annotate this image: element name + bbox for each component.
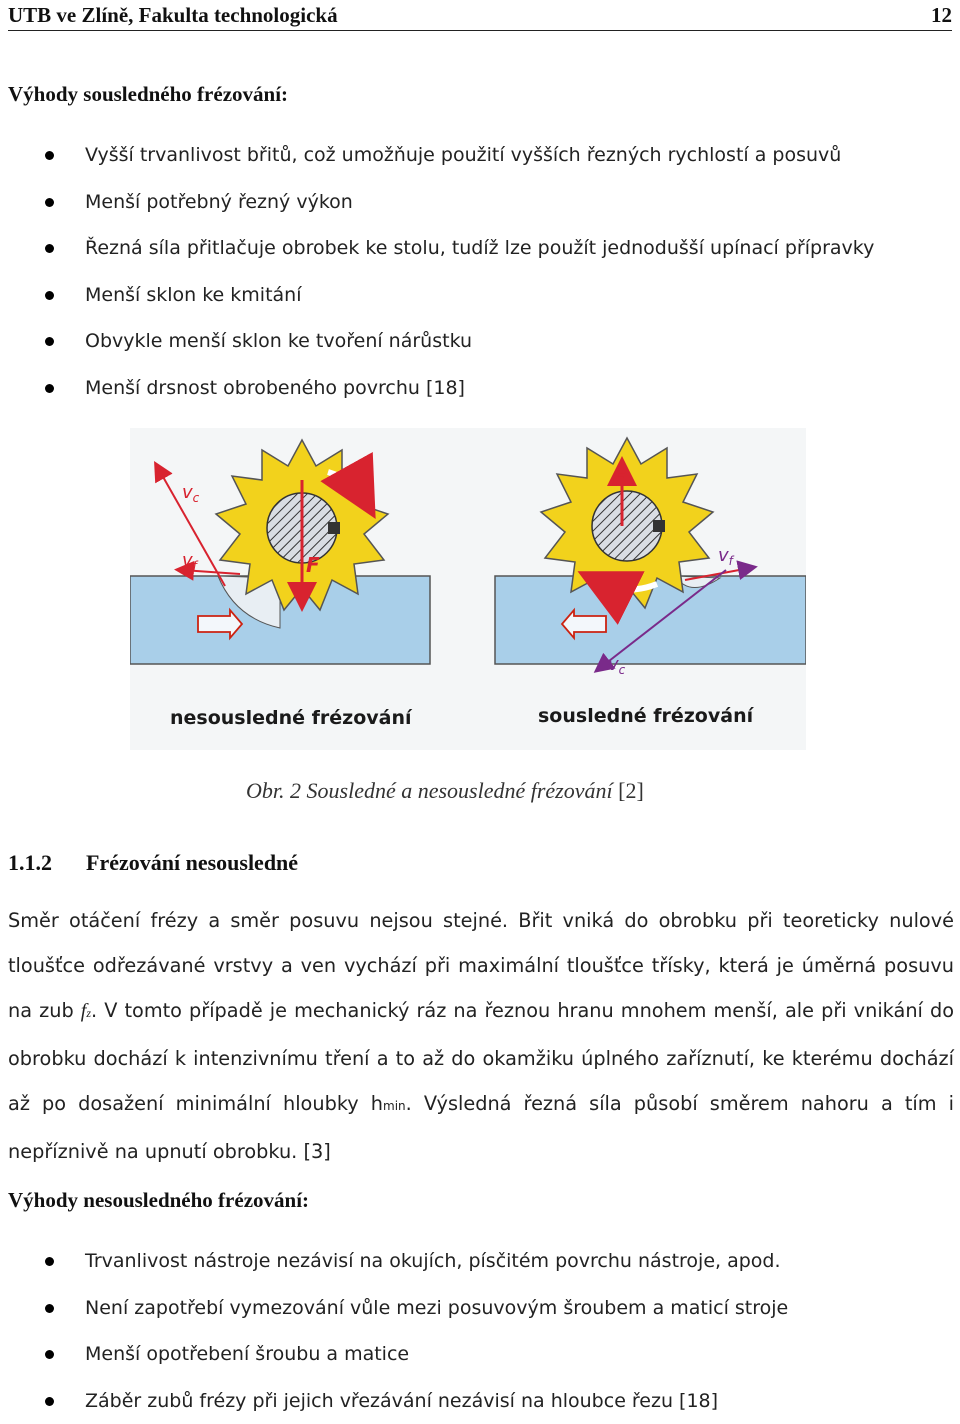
bullet-icon [45, 244, 54, 253]
right-panel-label: sousledné frézování [538, 705, 755, 727]
paragraph-part3: . Výsledná řezná síla působí směrem nahoru a tím i nepříznivě na upnutí obrobku. [3] [8, 1092, 954, 1163]
caption-ref: [2] [618, 778, 644, 803]
list-item [0, 1331, 960, 1378]
climb-advantages-list [0, 132, 960, 411]
list-item-text: Menší opotřebení šroubu a matice [85, 1343, 409, 1365]
list-item [0, 1285, 960, 1332]
caption-title: Sousledné a nesousledné frézování [307, 778, 613, 803]
bullet-icon [45, 291, 54, 300]
caption-prefix: Obr. 2 [246, 778, 301, 803]
right-force-label: F [612, 467, 626, 491]
list-item-text: Záběr zubů frézy při jejich vřezávání nezávisí na hloubce řezu [18] [85, 1390, 718, 1412]
section-heading [8, 850, 298, 876]
bullet-icon [45, 198, 54, 207]
list-item [0, 1238, 960, 1285]
section-title: Frézování nesousledné [86, 850, 298, 875]
figure-caption [246, 778, 644, 804]
svg-text:vf: $v_f$ [718, 545, 735, 568]
list-item-text: Menší sklon ke kmitání [85, 284, 302, 306]
list-item-text: Trvanlivost nástroje nezávisí na okujích, písčitém povrchu nástroje, apod. [85, 1250, 781, 1272]
bullet-icon [45, 337, 54, 346]
section-number: 1.1.2 [8, 850, 86, 876]
list-item-text: Obvykle menší sklon ke tvoření nárůstku [85, 330, 472, 352]
bullet-icon [45, 1397, 54, 1406]
climb-advantages-heading: Výhody sousledného frézování: [8, 82, 288, 107]
list-item-text: Vyšší trvanlivost břitů, což umožňuje použití vyšších řezných rychlostí a posuvů [85, 144, 841, 166]
list-item-text: Menší drsnost obrobeného povrchu [18] [85, 377, 465, 399]
paragraph-part1: Směr otáčení frézy a směr posuvu nejsou stejné. Břit vniká do obrobku při teoreticky nulové tloušťce odřezávané vrstvy a ven vychází při maximální tloušťce třísky, která je úměrná posuvu na zub [8, 909, 954, 1022]
bullet-icon [45, 1257, 54, 1266]
list-item [0, 225, 960, 272]
list-item [0, 179, 960, 226]
page-number: 12 [931, 3, 952, 28]
svg-text:vf: $v_f$ [182, 550, 199, 573]
conventional-advantages-heading: Výhody nesousledného frézování: [8, 1188, 309, 1213]
list-item [0, 272, 960, 319]
body-paragraph [8, 898, 954, 1174]
svg-text:vc: $v_c$ [608, 654, 626, 677]
conventional-advantages-list [0, 1238, 960, 1424]
left-force-label: F [306, 553, 320, 577]
svg-text:vc: $v_c$ [182, 482, 200, 505]
bullet-icon [45, 1350, 54, 1359]
list-item [0, 318, 960, 365]
list-item-text: Není zapotřebí vymezování vůle mezi posuvovým šroubem a maticí stroje [85, 1297, 788, 1319]
page-header [8, 0, 952, 31]
list-item [0, 365, 960, 412]
milling-diagram [130, 428, 806, 750]
left-panel-label: nesousledné frézování [170, 707, 413, 729]
milling-figure [130, 428, 806, 750]
list-item [0, 1378, 960, 1424]
list-item-text: Řezná síla přitlačuje obrobek ke stolu, tudíž lze použít jednodušší upínací přípravky [85, 237, 874, 259]
list-item-text: Menší potřebný řezný výkon [85, 191, 353, 213]
hmin-subscript: min [383, 1099, 406, 1113]
bullet-icon [45, 1304, 54, 1313]
paragraph-part2: . V tomto případě je mechanický ráz na řeznou hranu mnohem menší, ale při vnikání do obrobku dochází k intenzivnímu tření a to až do okamžiku úplného zaříznutí, ke kterému dochází až po dosažení minimální hloubky h [8, 999, 954, 1115]
bullet-icon [45, 384, 54, 393]
bullet-icon [45, 151, 54, 160]
fz-symbol: fz [81, 1000, 91, 1022]
list-item [0, 132, 960, 179]
header-title: UTB ve Zlíně, Fakulta technologická [8, 3, 338, 28]
